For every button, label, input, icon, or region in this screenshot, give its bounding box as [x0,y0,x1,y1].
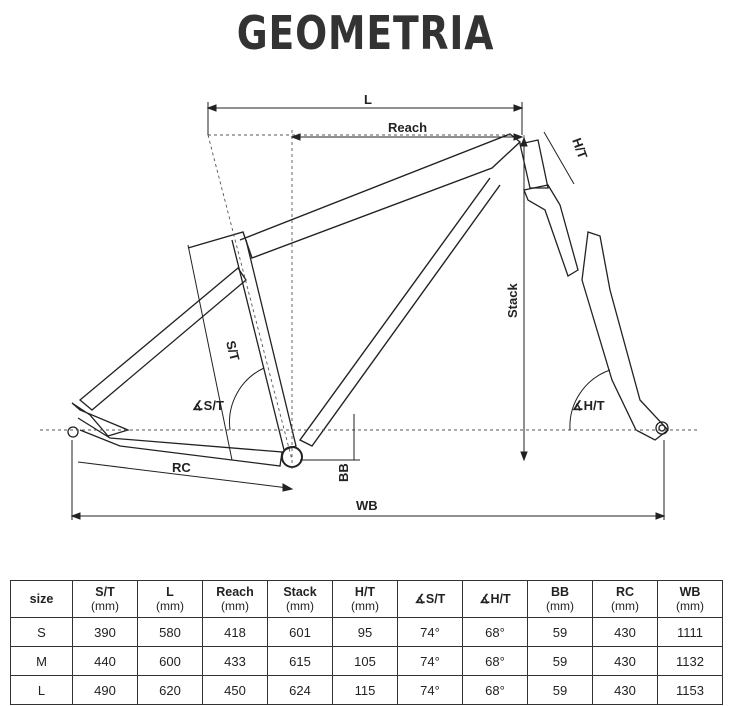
col-st-angle: ∡S/T [398,581,463,618]
table-cell: 74° [398,618,463,647]
label-st: S/T [223,339,243,363]
label-st-angle: ∡S/T [192,398,224,413]
table-cell: 115 [333,676,398,705]
table-cell: 490 [73,676,138,705]
top-tube [188,134,520,258]
table-cell: 68° [463,676,528,705]
fork-crown [524,185,578,276]
table-cell: 390 [73,618,138,647]
col-bb: BB (mm) [528,581,593,618]
table-cell: 433 [203,647,268,676]
col-ht-angle: ∡H/T [463,581,528,618]
table-cell: 59 [528,647,593,676]
col-wb: WB (mm) [658,581,723,618]
table-cell: 74° [398,676,463,705]
table-cell: 600 [138,647,203,676]
table-cell: 68° [463,618,528,647]
seat-tube [232,240,296,450]
col-stack: Stack (mm) [268,581,333,618]
chain-stay [78,418,282,466]
table-cell: 624 [268,676,333,705]
table-cell: 440 [73,647,138,676]
table-cell: 59 [528,618,593,647]
table-cell: S [11,618,73,647]
col-size: size [11,581,73,618]
label-l: L [364,92,372,107]
table-cell: 615 [268,647,333,676]
label-rc: RC [172,460,191,475]
table-cell: 580 [138,618,203,647]
label-ht-angle: ∡H/T [572,398,605,413]
table-row [11,618,723,647]
col-st: S/T (mm) [73,581,138,618]
col-ht: H/T (mm) [333,581,398,618]
table-cell: 430 [593,676,658,705]
bike-geometry-diagram [0,80,731,525]
table-cell: 430 [593,618,658,647]
table-cell: 68° [463,647,528,676]
table-cell: 450 [203,676,268,705]
table-cell: L [11,676,73,705]
col-l: L (mm) [138,581,203,618]
table-cell: 430 [593,647,658,676]
table-cell: 418 [203,618,268,647]
col-rc: RC (mm) [593,581,658,618]
table-cell: M [11,647,73,676]
page-title: GEOMETRIA [236,6,495,60]
table-cell: 95 [333,618,398,647]
col-reach: Reach (mm) [203,581,268,618]
label-bb: BB [336,463,351,482]
table-cell: 1111 [658,618,723,647]
seat-stay [80,268,246,410]
label-ht: H/T [569,135,591,161]
table-cell: 105 [333,647,398,676]
table-cell: 601 [268,618,333,647]
rear-axle [68,427,78,437]
table-header-row [11,581,723,618]
geometry-table [10,580,723,705]
table-cell: 1153 [658,676,723,705]
table-cell: 74° [398,647,463,676]
table-cell: 620 [138,676,203,705]
table-row [11,647,723,676]
label-stack: Stack [505,283,520,318]
down-tube [300,178,500,446]
label-reach: Reach [388,120,428,135]
table-row [11,676,723,705]
table-body [11,618,723,705]
label-wb: WB [356,498,378,513]
table-cell: 1132 [658,647,723,676]
table-cell: 59 [528,676,593,705]
